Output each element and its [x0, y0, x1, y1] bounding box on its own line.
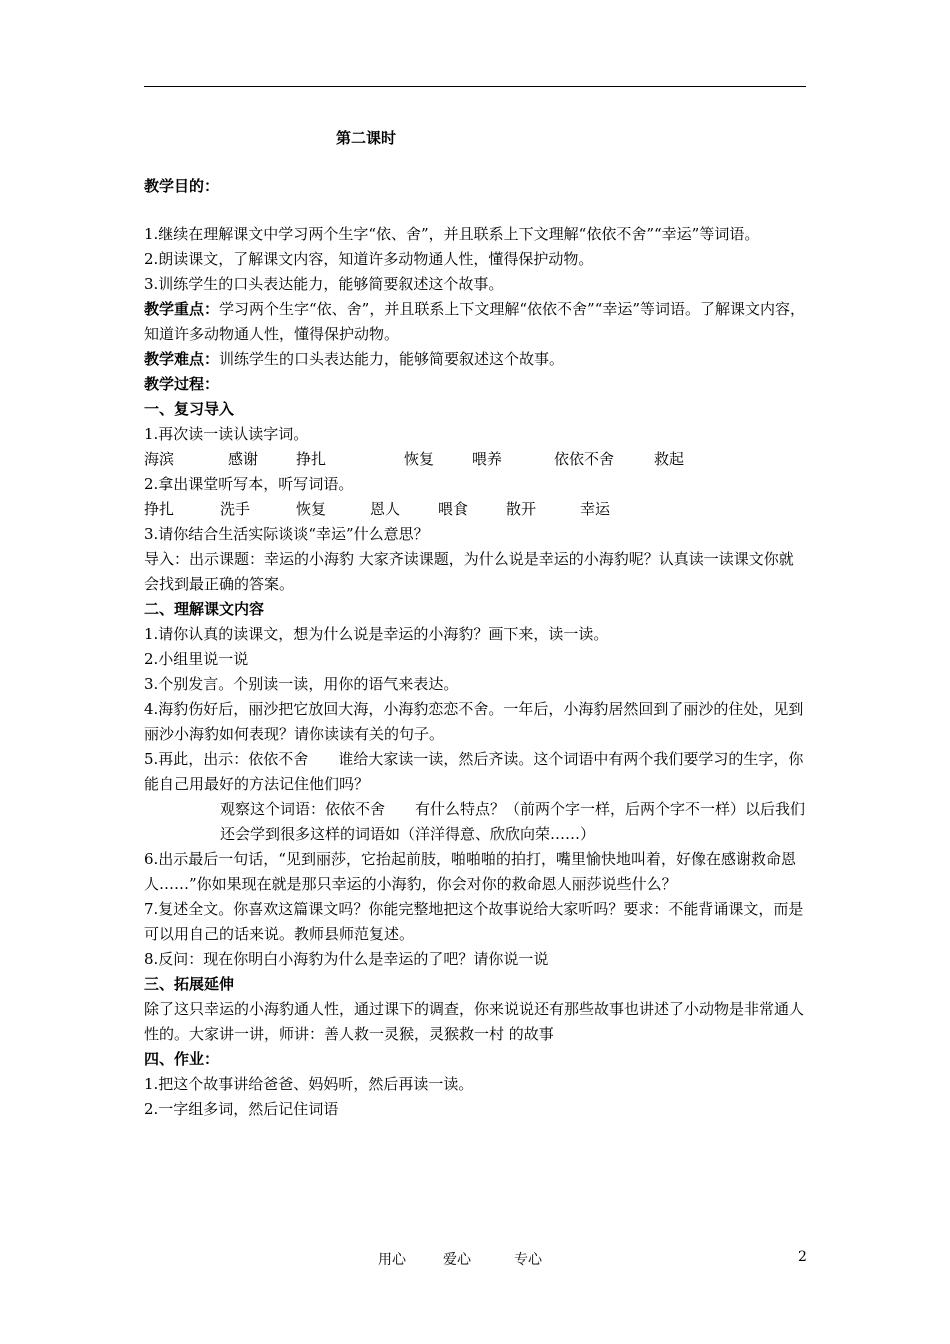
lesson-title: 第二课时	[336, 129, 397, 147]
word: 喂养	[472, 450, 503, 468]
section2-item: 4.海豹伤好后，丽沙把它放回大海，小海豹恋恋不舍。一年后，小海豹居然回到了丽沙的住处，见到丽沙小海豹如何表现？请你读读有关的句子。	[144, 700, 804, 743]
objective-item: 2.朗读课文，了解课文内容，知道许多动物通人性，懂得保护动物。	[144, 250, 594, 268]
word-list-1	[144, 447, 806, 472]
word: 海滨	[144, 450, 175, 468]
process-heading: 教学过程：	[144, 375, 220, 393]
section2-heading: 二、理解课文内容	[144, 600, 265, 618]
homework-item: 1.把这个故事讲给爸爸、妈妈听，然后再读一读。	[144, 1075, 474, 1093]
homework-item: 2.一字组多词，然后记住词语	[144, 1100, 339, 1118]
word: 喂食	[438, 500, 469, 518]
section2-item: 1.请你认真的读课文，想为什么说是幸运的小海豹？画下来，读一读。	[144, 625, 609, 643]
word: 感谢	[228, 450, 259, 468]
section3-text: 除了这只幸运的小海豹通人性，通过课下的调查，你来说说还有那些故事也讲述了小动物是非常通人性的。大家讲一讲，师讲：善人救一灵猴，灵猴救一村 的故事	[144, 1000, 805, 1043]
objective-item: 3.训练学生的口头表达能力，能够简要叙述这个故事。	[144, 275, 504, 293]
section2-item: 3.个别发言。个别读一读，用你的语气来表达。	[144, 675, 459, 693]
section2-item: 6.出示最后一句话，“见到丽莎，它抬起前肢，啪啪啪的拍打，嘴里愉快地叫着，好像在感谢救命恩人……”你如果现在就是那只幸运的小海豹，你会对你的救命恩人丽莎说些什么？	[144, 850, 796, 893]
word-list-2	[144, 497, 806, 522]
section4-heading: 四、作业：	[144, 1050, 220, 1068]
word: 救起	[654, 450, 685, 468]
spacer	[144, 199, 806, 222]
word: 恩人	[370, 500, 401, 518]
key-points-text: 学习两个生字“依、舍”，并且联系上下文理解“依依不舍”“幸运”等词语。了解课文内容，知道许多动物通人性，懂得保护动物。	[144, 300, 806, 343]
difficulties-text: 训练学生的口头表达能力，能够简要叙述这个故事。	[219, 350, 565, 368]
document-body	[144, 174, 806, 1122]
page-number: 2	[798, 1249, 807, 1265]
section1-intro: 导入：出示课题：幸运的小海豹 大家齐读课题，为什么说是幸运的小海豹呢？认真读一读课文你就会找到最正确的答案。	[144, 550, 794, 593]
objectives-heading: 教学目的：	[144, 177, 220, 195]
section2-item: 7.复述全文。你喜欢这篇课文吗？你能完整地把这个故事说给大家听吗？要求：不能背诵课文，而是可以用自己的话来说。教师县师范复述。	[144, 900, 804, 943]
word: 洗手	[220, 500, 251, 518]
section1-item: 3.请你结合生活实际谈谈“幸运”什么意思？	[144, 525, 429, 543]
difficulties	[144, 347, 806, 372]
word: 恢复	[404, 450, 435, 468]
word: 挣扎	[296, 450, 327, 468]
footer-motto: 用心	[378, 1252, 406, 1268]
section1-item: 1.再次读一读认读字词。	[144, 425, 309, 443]
section1-item: 2.拿出课堂听写本，听写词语。	[144, 475, 354, 493]
key-points	[144, 297, 806, 347]
word: 幸运	[580, 500, 611, 518]
section1-heading: 一、复习导入	[144, 400, 235, 418]
footer-motto: 爱心	[443, 1252, 471, 1268]
word: 恢复	[296, 500, 327, 518]
footer-motto: 专心	[514, 1252, 542, 1268]
section2-item: 2.小组里说一说	[144, 650, 249, 668]
word: 挣扎	[144, 500, 175, 518]
section2-item: 8.反问：现在你明白小海豹为什么是幸运的了吧？请你说一说	[144, 950, 549, 968]
section2-observe: 观察这个词语：依依不舍 有什么特点？（前两个字一样，后两个字不一样）以后我们还会学到很多这样的词语如（洋洋得意、欣欣向荣……）	[220, 800, 806, 843]
section2-item: 5.再此，出示：依依不舍 谁给大家读一读，然后齐读。这个词语中有两个我们要学习的生字，你能自己用最好的方法记住他们吗？	[144, 750, 804, 793]
key-points-label: 教学重点：	[144, 300, 220, 318]
section3-heading: 三、拓展延伸	[144, 975, 235, 993]
header-rule	[144, 86, 806, 87]
difficulties-label: 教学难点：	[144, 350, 220, 368]
word: 依依不舍	[554, 450, 615, 468]
objective-item: 1.继续在理解课文中学习两个生字“依、舍”，并且联系上下文理解“依依不舍”“幸运”等词语。	[144, 225, 760, 243]
word: 散开	[506, 500, 537, 518]
